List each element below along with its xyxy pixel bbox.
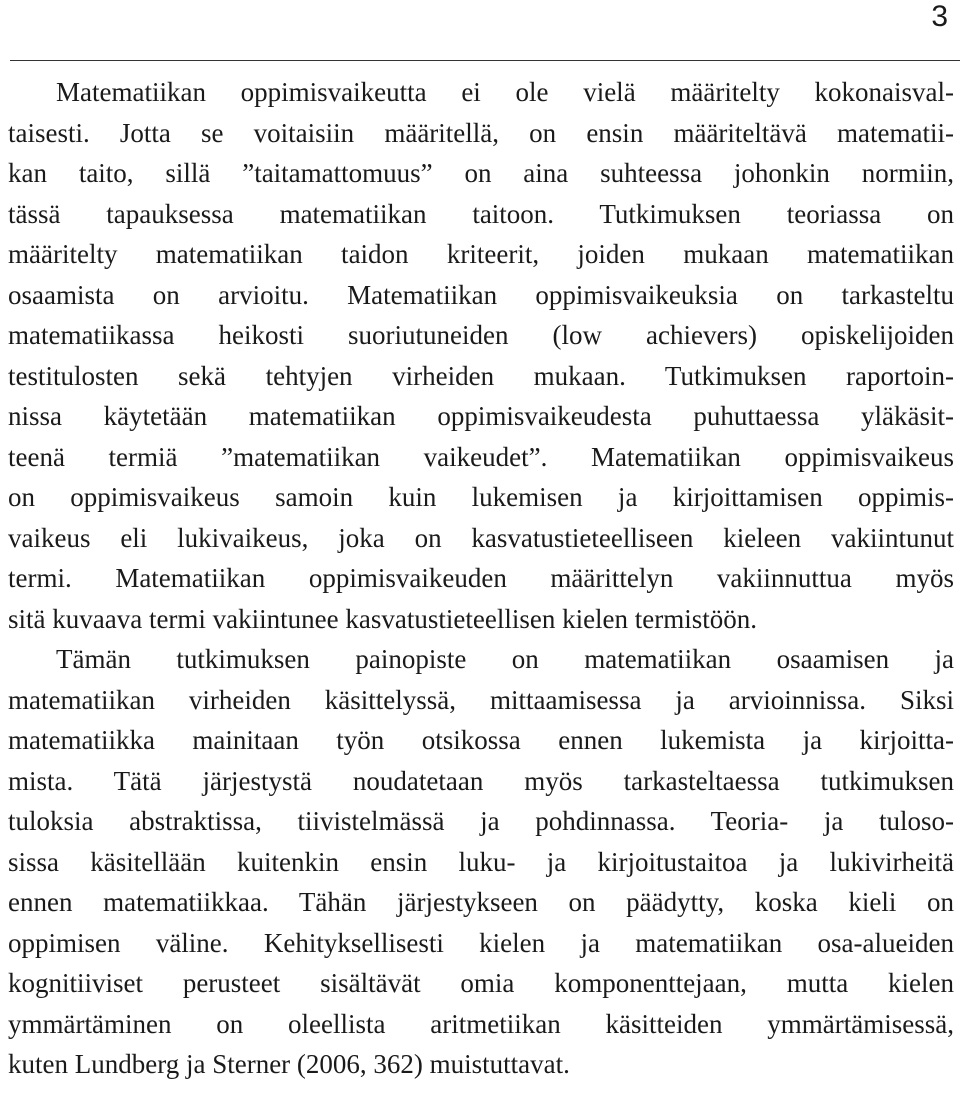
text-line: mista. Tätä järjestystä noudatetaan myös tarkasteltaessa tutkimuksen: [8, 765, 954, 796]
text-line: sissa käsitellään kuitenkin ensin luku- ja kirjoitustaitoa ja lukivirheitä: [8, 846, 954, 877]
text-line: määritelty matematiikan taidon kriteerit, joiden mukaan matematiikan: [8, 239, 954, 269]
text-line: teenä termiä ”matematiikan vaikeudet”. Matematiikan oppimisvaikeus: [8, 441, 954, 472]
text-line: termi. Matematiikan oppimisvaikeuden määrittelyn vakiinnuttua myös: [8, 563, 954, 593]
text-line: tässä tapauksessa matematiikan taitoon. Tutkimuksen teoriassa on: [8, 198, 954, 229]
text-line: matematiikka mainitaan työn otsikossa ennen lukemista ja kirjoitta-: [8, 725, 954, 755]
body-text: [8, 72, 954, 1085]
text-line: Matematiikan oppimisvaikeutta ei ole vielä määritelty kokonaisval-: [56, 77, 954, 107]
header-rule: [10, 60, 960, 61]
text-line: oppimisen väline. Kehityksellisesti kielen ja matematiikan osa-alueiden: [8, 927, 954, 958]
text-line: kognitiiviset perusteet sisältävät omia komponenttejaan, mutta kielen: [8, 968, 954, 998]
text-line: Tämän tutkimuksen painopiste on matematiikan osaamisen ja: [56, 644, 954, 674]
text-line: matematiikassa heikosti suoriutuneiden (low achievers) opiskelijoiden: [8, 320, 954, 350]
text-line: sitä kuvaava termi vakiintunee kasvatustieteellisen kielen termistöön.: [8, 603, 758, 634]
text-line: nissa käytetään matematiikan oppimisvaikeudesta puhuttaessa yläkäsit-: [8, 401, 954, 431]
text-line: matematiikan virheiden käsittelyssä, mittaamisessa ja arvioinnissa. Siksi: [8, 684, 954, 715]
text-line: vaikeus eli lukivaikeus, joka on kasvatustieteelliseen kieleen vakiintunut: [8, 522, 954, 553]
text-line: on oppimisvaikeus samoin kuin lukemisen ja kirjoittamisen oppimis-: [8, 482, 954, 512]
text-line: kan taito, sillä ”taitamattomuus” on aina suhteessa johonkin normiin,: [8, 158, 954, 188]
paragraph: [8, 639, 954, 1085]
text-line: taisesti. Jotta se voitaisiin määritellä, on ensin määriteltävä matematii-: [8, 117, 954, 148]
paragraph: [8, 72, 954, 639]
text-line: tuloksia abstraktissa, tiivistelmässä ja pohdinnassa. Teoria- ja tuloso-: [8, 806, 954, 836]
text-line: kuten Lundberg ja Sterner (2006, 362) muistuttavat.: [8, 1049, 570, 1079]
text-line: ennen matematiikkaa. Tähän järjestykseen on päädytty, koska kieli on: [8, 887, 954, 917]
text-line: ymmärtäminen on oleellista aritmetiikan käsitteiden ymmärtämisessä,: [8, 1008, 954, 1039]
text-line: testitulosten sekä tehtyjen virheiden mukaan. Tutkimuksen raportoin-: [8, 360, 954, 391]
page-number: 3: [931, 0, 948, 33]
text-line: osaamista on arvioitu. Matematiikan oppimisvaikeuksia on tarkasteltu: [8, 279, 954, 310]
